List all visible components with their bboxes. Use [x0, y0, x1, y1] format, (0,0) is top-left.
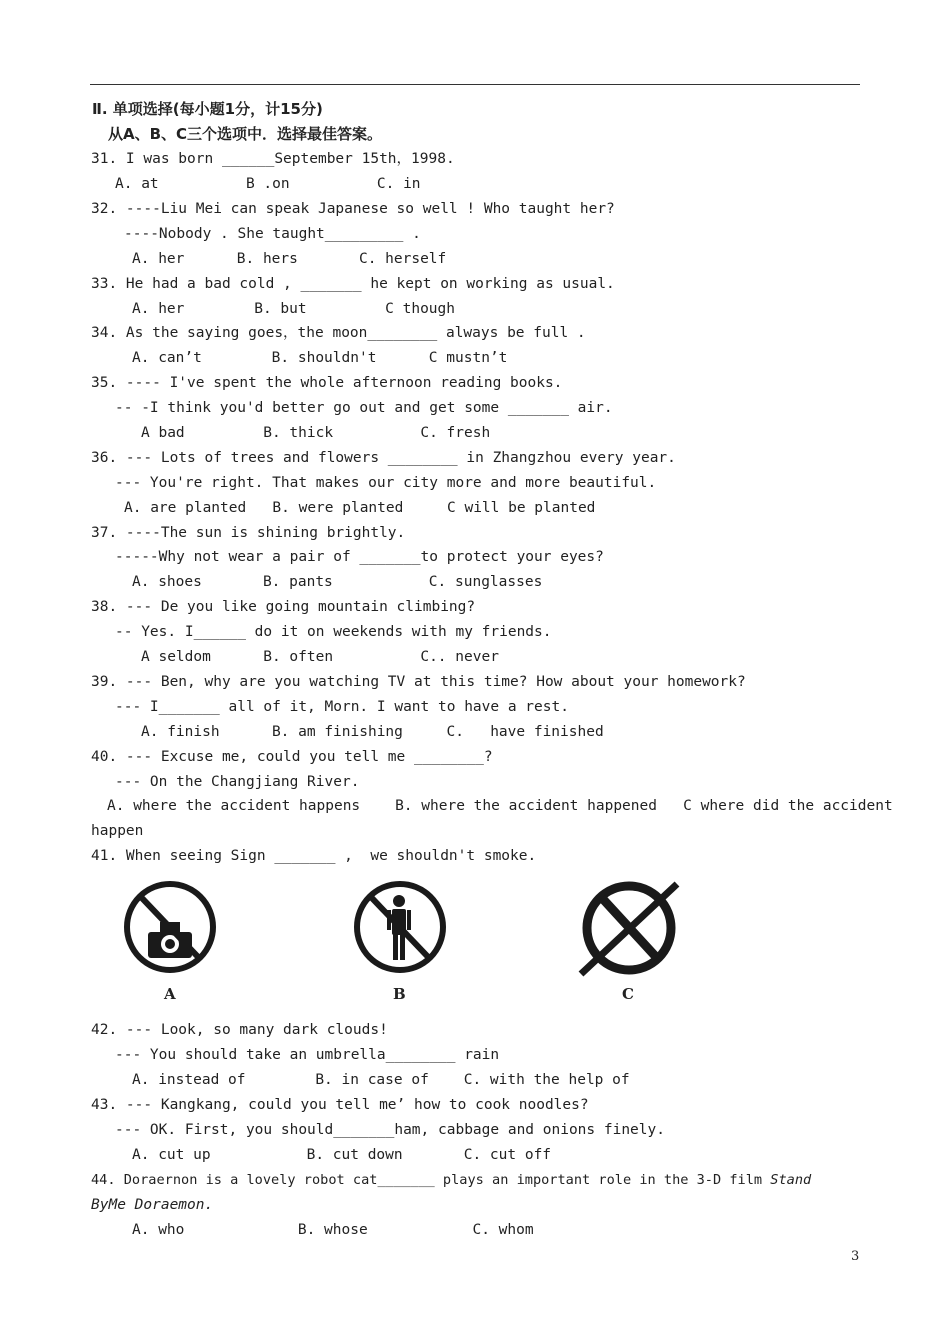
question-32-stem: 32. ----Liu Mei can speak Japanese so well ! Who taught her?	[91, 201, 615, 217]
question-34-options: A. can’t B. shouldn't C mustn’t	[132, 350, 508, 366]
question-40-options: A. where the accident happens B. where the accident happened C where did the accident	[107, 798, 893, 814]
question-44-film-title-start: Stand	[770, 1172, 812, 1188]
question-33-options: A. her B. but C though	[132, 301, 456, 317]
question-36-reply: --- You're right. That makes our city more and more beautiful.	[115, 475, 657, 491]
question-43-stem: 43. --- Kangkang, could you tell me’ how to cook noodles?	[91, 1097, 589, 1113]
question-42-options: A. instead of B. in case of C. with the help of	[132, 1072, 630, 1088]
question-36-options: A. are planted B. were planted C will be planted	[124, 500, 596, 516]
question-43-options: A. cut up B. cut down C. cut off	[132, 1147, 552, 1163]
question-35-stem: 35. ---- I've spent the whole afternoon reading books.	[91, 375, 563, 391]
question-31-stem: 31. I was born ______September 15th，1998.	[91, 151, 455, 167]
question-37-options: A. shoes B. pants C. sunglasses	[132, 574, 543, 590]
question-39-reply: --- I_______ all of it, Morn. I want to have a rest.	[115, 699, 569, 715]
question-40-reply: --- On the Changjiang River.	[115, 774, 360, 790]
sign-a-label: A	[164, 985, 176, 1003]
question-44-film-title-cont: ByMe Doraemon.	[91, 1197, 214, 1213]
sign-c-label: C	[622, 985, 634, 1003]
question-31-options: A. at B .on C. in	[115, 176, 421, 192]
question-32-reply: ----Nobody . She taught_________ .	[124, 226, 421, 242]
question-42-reply: --- You should take an umbrella________ rain	[115, 1047, 500, 1063]
sign-b-label: B	[393, 985, 406, 1003]
question-35-reply: -- -I think you'd better go out and get some _______ air.	[115, 400, 613, 416]
question-44-stem-start: 44. Doraernon is a lovely robot cat_______ plays an important role in the 3-D film	[91, 1172, 771, 1188]
sign-c-no-smoking-icon	[573, 876, 688, 986]
page-number: 3	[851, 1249, 860, 1264]
question-38-reply: -- Yes. I______ do it on weekends with my friends.	[115, 624, 552, 640]
question-43-reply: --- OK. First, you should_______ham, cabbage and onions finely.	[115, 1122, 665, 1138]
question-44-stem	[91, 1171, 811, 1189]
top-rule	[90, 84, 860, 85]
question-44-options: A. who B. whose C. whom	[132, 1222, 534, 1238]
question-40-options-cont: happen	[91, 823, 144, 839]
question-41-stem: 41. When seeing Sign _______ , we shouldn't smoke.	[91, 848, 537, 864]
question-33-stem: 33. He had a bad cold , _______ he kept on working as usual.	[91, 276, 615, 292]
sign-a-no-camera-icon	[120, 880, 220, 975]
question-42-stem: 42. --- Look, so many dark clouds!	[91, 1022, 388, 1038]
question-36-stem: 36. --- Lots of trees and flowers ________ in Zhangzhou every year.	[91, 450, 676, 466]
question-38-options: A seldom B. often C.. never	[141, 649, 499, 665]
question-34-stem: 34. As the saying goes，the moon________ always be full .	[91, 325, 586, 341]
question-39-stem: 39. --- Ben, why are you watching TV at this time? How about your homework?	[91, 674, 746, 690]
section-title: Ⅱ. 单项选择(每小题1分，计15分)	[92, 100, 323, 118]
question-37-stem: 37. ----The sun is shining brightly.	[91, 525, 406, 541]
question-35-options: A bad B. thick C. fresh	[141, 425, 491, 441]
question-40-stem: 40. --- Excuse me, could you tell me ________?	[91, 749, 493, 765]
question-38-stem: 38. --- De you like going mountain climbing?	[91, 599, 476, 615]
section-instruction: 从A、B、C三个选项中．选择最佳答案。	[108, 125, 383, 143]
question-39-options: A. finish B. am finishing C. have finished	[141, 724, 604, 740]
question-32-options: A. her B. hers C. herself	[132, 251, 447, 267]
question-37-reply: -----Why not wear a pair of _______to protect your eyes?	[115, 549, 604, 565]
sign-b-no-pedestrian-icon	[350, 880, 450, 975]
